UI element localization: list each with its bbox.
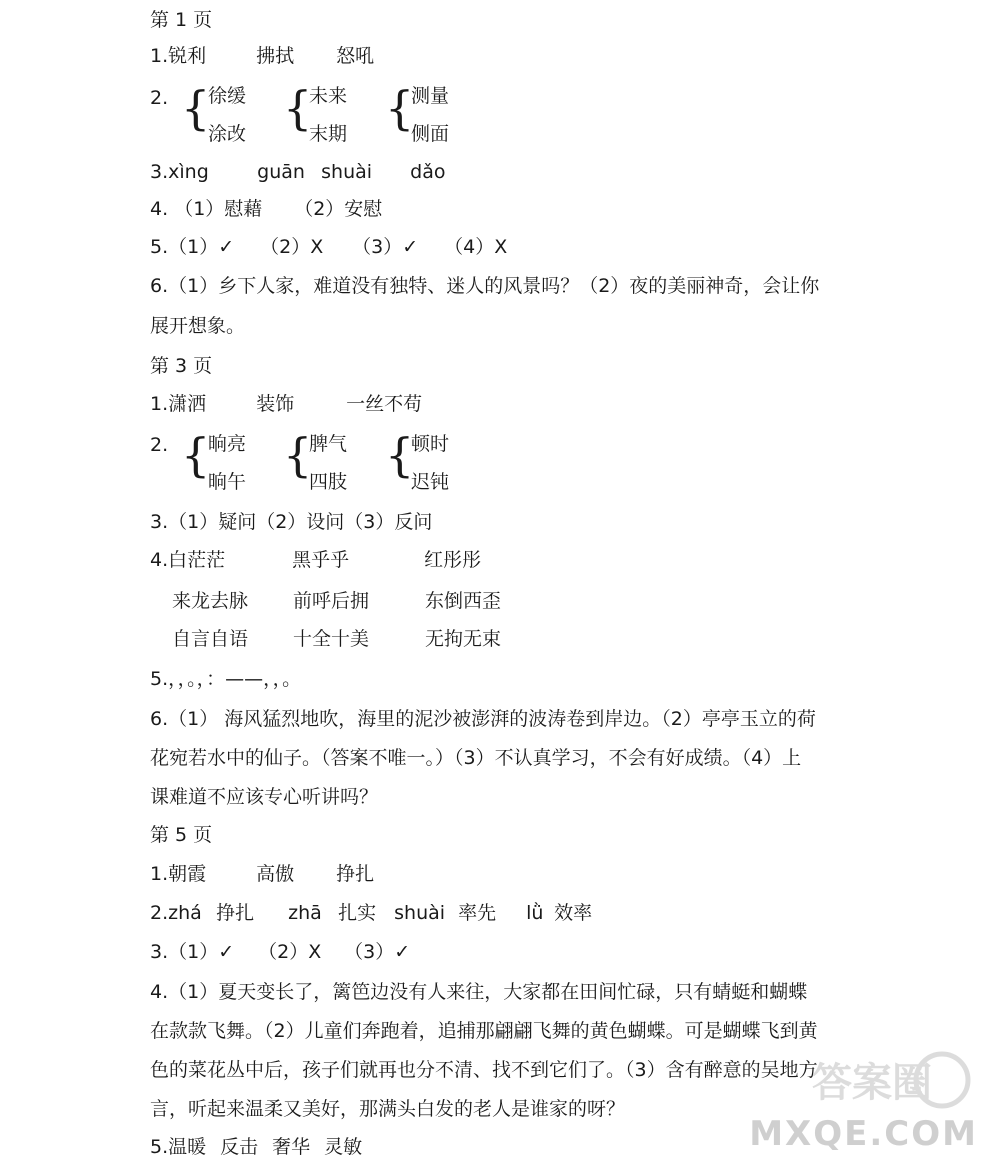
- brace-icon: {: [385, 81, 415, 135]
- brace-icon: {: [283, 428, 313, 482]
- watermark-text: MXQE.COM: [749, 1114, 978, 1154]
- p5-q5: 5.温暖 反击 奢华 灵敏: [150, 1136, 363, 1158]
- p3-q1: 1.潇洒 装饰 一丝不苟: [150, 393, 423, 415]
- p1-q6-line1: 6.（1）乡下人家，难道没有独特、迷人的风景吗？（2）夜的美丽神奇，会让你: [150, 275, 820, 297]
- p5-q4-line2: 在款款飞舞。（2）儿童们奔跑着，追捕那翩翩飞舞的黄色蝴蝶。可是蝴蝶飞到黄: [150, 1020, 818, 1042]
- p1-q5: 5.（1）✓ （2）X （3）✓ （4）X: [150, 236, 508, 258]
- answer-page: 第 1 页 1.锐利 拂拭 怒吼 2. { 徐缓 涂改 { 未来 末期 { 测量 侧面 3.xìng guān shuài dǎo 4. （1）慰藉 （2）安慰 5.（1）✓ （2）X （3）✓ （4）X 6.（1）乡下人家，难道没有独特、迷人的风景吗？（2）夜的美丽神奇，会让你 展开想象。 第 3 页 1.潇洒 装饰 一丝不苟 2. { 晌亮 晌午 { 脾气 四肢 { 顿时 迟钝 3.（1）疑问（2）设问（3）反问 4.白茫茫 黑乎乎 红彤彤 来龙去脉 前呼后拥 东倒西歪 自言自语 十全十美 无拘无束 5.，，。，：——，，。 6.（1） 海风猛烈地吹，海里的泥沙被澎湃的波涛卷到岸边。（2）亭亭玉立的荷 花宛若水中的仙子。（答案不唯一。）（3）不认真学习，不会有好成绩。（4）上 课难道不应该专心听讲吗？ 第 5 页 1.朝霞 高傲 挣扎 2.zhá 挣扎 zhā 扎实 shuài 率先 lǜ 效率 3.（1）✓ （2）X （3）✓ 4.（1）夏天变长了，篱笆边没有人来往，大家都在田间忙碌，只有蜻蜓和蝴蝶 在款款飞舞。（2）儿童们奔跑着，追捕那翩翩飞舞的黄色蝴蝶。可是蝴蝶飞到黄 色的菜花丛中后，孩子们就再也分不清、找不到它们了。（3）含有醉意的吴地方 言，听起来温柔又美好，那满头白发的老人是谁家的呀？ 5.温暖 反击 奢华 灵敏 答案圈 MXQE.COM: [0, 0, 1000, 1164]
- p3-q6-line1: 6.（1） 海风猛烈地吹，海里的泥沙被澎湃的波涛卷到岸边。（2）亭亭玉立的荷: [150, 708, 816, 730]
- p5-q4-line4: 言，听起来温柔又美好，那满头白发的老人是谁家的呀？: [150, 1098, 626, 1120]
- page3-heading: 第 3 页: [150, 355, 213, 377]
- brace-icon: {: [385, 428, 415, 482]
- p3-q3: 3.（1）疑问（2）设问（3）反问: [150, 511, 433, 533]
- p3-q5: 5.，，。，：——，，。: [150, 668, 302, 690]
- p3-q4-row1: 4.白茫茫 黑乎乎 红彤彤: [150, 549, 482, 571]
- p1-q3: 3.xìng guān shuài dǎo: [150, 161, 446, 183]
- page1-heading: 第 1 页: [150, 9, 213, 31]
- p3-q6-line2: 花宛若水中的仙子。（答案不唯一。）（3）不认真学习，不会有好成绩。（4）上: [150, 747, 802, 769]
- brace-icon: {: [283, 81, 313, 135]
- p5-q3: 3.（1）✓ （2）X （3）✓: [150, 941, 411, 963]
- p1-q4: 4. （1）慰藉 （2）安慰: [150, 198, 383, 220]
- p3-q4-row3: 自言自语 十全十美 无拘无束: [172, 628, 502, 650]
- page5-heading: 第 5 页: [150, 824, 213, 846]
- p1-q1: 1.锐利 拂拭 怒吼: [150, 45, 375, 67]
- brace-icon: {: [181, 81, 211, 135]
- p3-q6-line3: 课难道不应该专心听讲吗？: [150, 786, 379, 808]
- p3-q4-row2: 来龙去脉 前呼后拥 东倒西歪: [172, 590, 502, 612]
- p5-q1: 1.朝霞 高傲 挣扎: [150, 863, 375, 885]
- brace-icon: {: [181, 428, 211, 482]
- p1-q6-line2: 展开想象。: [150, 315, 246, 337]
- p5-q4-line1: 4.（1）夏天变长了，篱笆边没有人来往，大家都在田间忙碌，只有蜻蜓和蝴蝶: [150, 981, 808, 1003]
- p5-q4-line3: 色的菜花丛中后，孩子们就再也分不清、找不到它们了。（3）含有醉意的吴地方: [150, 1059, 818, 1081]
- p5-q2: 2.zhá 挣扎 zhā 扎实 shuài 率先 lǜ 效率: [150, 902, 593, 924]
- watermark-logo-text: 答案圈: [812, 1060, 932, 1106]
